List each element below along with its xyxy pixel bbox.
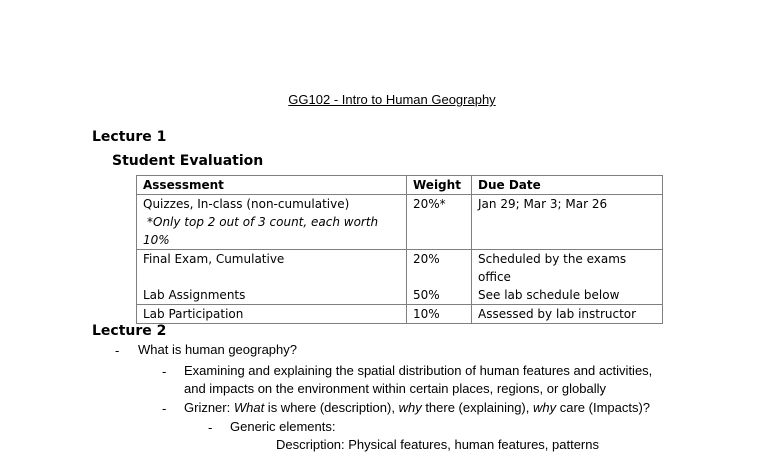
- document-title: GG102 - Intro to Human Geography: [288, 92, 496, 107]
- due-date-cell: Scheduled by the exams office: [472, 250, 663, 287]
- weight-cell: 50%: [407, 286, 472, 305]
- bullet-generic-elements: Generic elements:: [230, 419, 336, 434]
- lecture-2-heading: Lecture 2: [92, 323, 167, 339]
- bullet-dash: -: [162, 401, 167, 416]
- table-row: [137, 250, 663, 287]
- assessment-note-cont: 10%: [143, 233, 170, 247]
- table-header-row: [137, 176, 663, 195]
- grizner-why1: why: [398, 400, 422, 415]
- bullet-definition-line1: Examining and explaining the spatial distribution of human features and activities,: [184, 363, 653, 378]
- assessment-note: *Only top 2 out of 3 count, each worth: [147, 215, 379, 229]
- table-row: [137, 195, 663, 250]
- assessment-cell: Lab Participation: [137, 305, 407, 324]
- grizner-mid1: is where (description),: [264, 400, 399, 415]
- evaluation-table: [136, 175, 663, 324]
- due-date-cell: See lab schedule below: [472, 286, 663, 305]
- bullet-dash: -: [208, 420, 213, 435]
- due-date-cell: Assessed by lab instructor: [472, 305, 663, 324]
- grizner-prefix: Grizner:: [184, 400, 234, 415]
- assessment-cell: Final Exam, Cumulative: [137, 250, 407, 287]
- bullet-description: Description: Physical features, human features, patterns: [276, 437, 599, 452]
- weight-cell: 20%: [407, 250, 472, 287]
- table-row: [137, 286, 663, 305]
- grizner-end: care (Impacts)?: [556, 400, 651, 415]
- assessment-cell: Lab Assignments: [137, 286, 407, 305]
- assessment-cell: [137, 195, 407, 250]
- header-weight: Weight: [407, 176, 472, 195]
- student-evaluation-heading: Student Evaluation: [112, 153, 264, 169]
- grizner-why2: why: [532, 400, 557, 415]
- header-due-date: Due Date: [472, 176, 663, 195]
- lecture-1-heading: Lecture 1: [92, 129, 167, 145]
- bullet-grizner: [184, 399, 650, 417]
- table-row: [137, 305, 663, 324]
- bullet-dash: -: [115, 343, 120, 358]
- weight-cell: 20%*: [407, 195, 472, 250]
- header-assessment: Assessment: [137, 176, 407, 195]
- bullet-definition-line2: and impacts on the environment within certain places, regions, or globally: [184, 381, 607, 396]
- due-date-cell: Jan 29; Mar 3; Mar 26: [472, 195, 663, 250]
- weight-cell: 10%: [407, 305, 472, 324]
- grizner-what: What: [233, 400, 265, 415]
- grizner-mid2: there (explaining),: [421, 400, 533, 415]
- bullet-dash: -: [162, 364, 167, 379]
- bullet-what-is-human-geography: What is human geography?: [138, 342, 297, 357]
- assessment-label: Quizzes, In-class (non-cumulative): [143, 197, 350, 211]
